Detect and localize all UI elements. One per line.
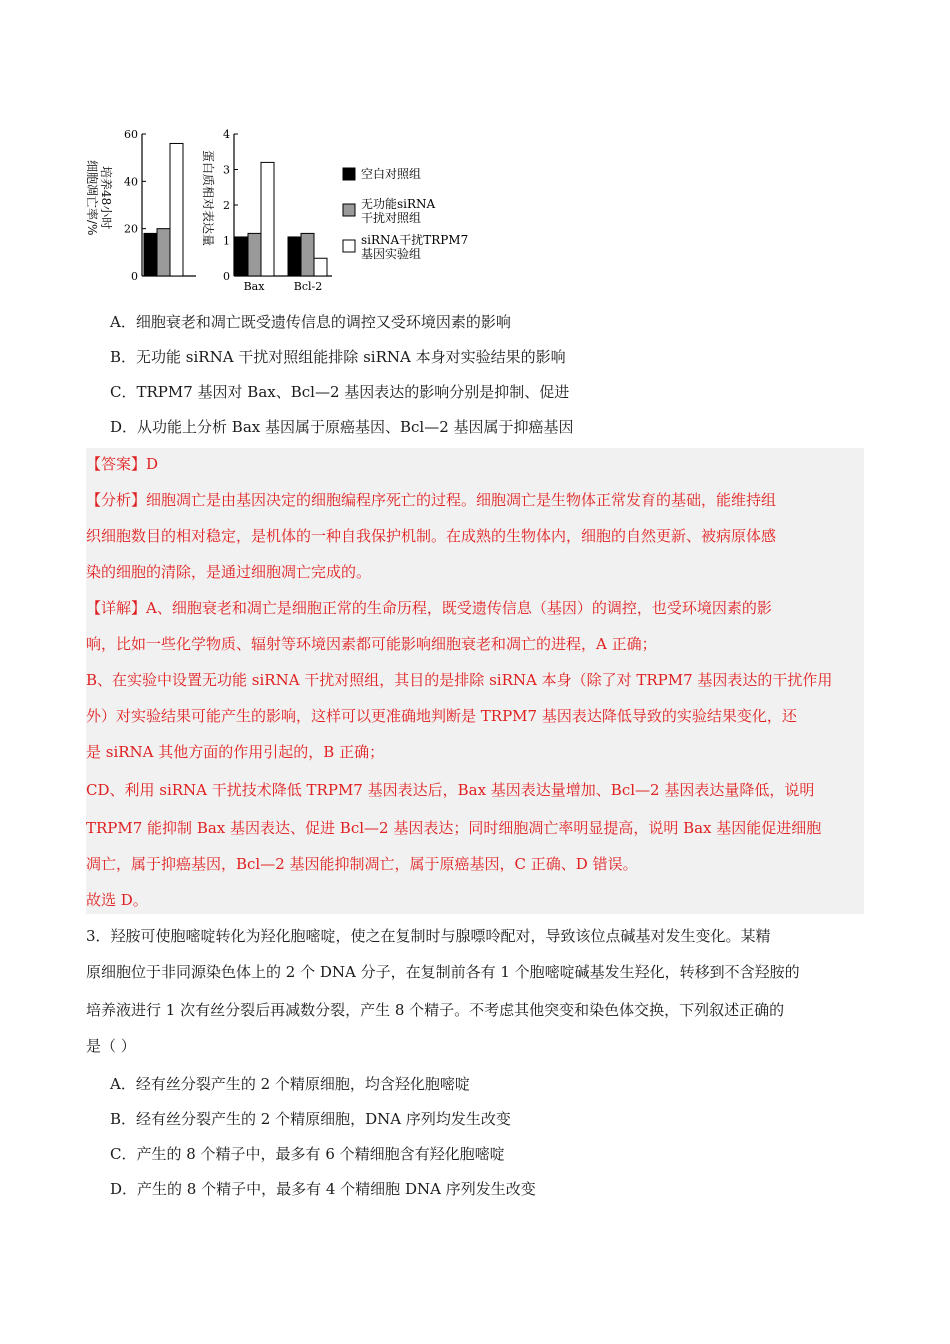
q2-option-c: C．TRPM7 基因对 Bax、Bcl—2 基因表达的影响分别是抑制、促进	[110, 383, 570, 401]
category-label-bax: Bax	[243, 280, 265, 293]
analysis-line: 染的细胞的清除，是通过细胞凋亡完成的。	[86, 563, 372, 581]
q3-stem-line: 原细胞位于非同源染色体上的 2 个 DNA 分子，在复制前各有 1 个胞嘧啶碱基发生羟化，转移到不含羟胺的	[86, 963, 800, 981]
right-chart-tick-label: 0	[223, 270, 230, 283]
left-chart-tick-label: 40	[124, 175, 138, 189]
right-chart-bar	[248, 233, 261, 276]
detail-line: 凋亡，属于抑癌基因，Bcl—2 基因能抑制凋亡，属于原癌基因，C 正确、D 错误。	[86, 855, 638, 873]
detail-line: 响，比如一些化学物质、辐射等环境因素都可能影响细胞衰老和凋亡的进程，A 正确；	[86, 635, 657, 653]
legend-label-experimental-line2: 基因实验组	[361, 247, 422, 261]
left-chart-tick-label: 0	[131, 270, 138, 283]
q3-option-a: A．经有丝分裂产生的 2 个精原细胞，均含羟化胞嘧啶	[110, 1075, 470, 1093]
detail-line: 【详解】A、细胞衰老和凋亡是细胞正常的生命历程，既受遗传信息（基因）的调控，也受环境因素的影	[86, 599, 772, 617]
right-chart-bar	[261, 162, 274, 276]
right-chart-bar	[288, 237, 301, 276]
detail-line: B、在实验中设置无功能 siRNA 干扰对照组，其目的是排除 siRNA 本身（除了对 TRPM7 基因表达的干扰作用	[86, 671, 833, 689]
left-chart-bar	[170, 143, 183, 276]
left-chart-ylabel-line2: 细胞凋亡率/%	[86, 160, 99, 236]
right-chart-bar	[314, 258, 327, 276]
left-chart-bar	[144, 233, 157, 276]
right-chart-tick-label: 4	[223, 128, 230, 141]
q3-stem-line: 3．羟胺可使胞嘧啶转化为羟化胞嘧啶，使之在复制时与腺嘌呤配对，导致该位点碱基对发生变化。某精	[86, 927, 771, 945]
right-chart-tick-label: 2	[223, 199, 230, 212]
legend-label-nonfunctional-line2: 干扰对照组	[361, 211, 422, 225]
legend-label-nonfunctional-line1: 无功能siRNA	[361, 197, 436, 211]
q2-option-b: B．无功能 siRNA 干扰对照组能排除 siRNA 本身对实验结果的影响	[110, 348, 566, 366]
detail-line: CD、利用 siRNA 干扰技术降低 TRPM7 基因表达后，Bax 基因表达量增加、Bcl—2 基因表达量降低，说明	[86, 781, 815, 799]
answer-line: 【答案】D	[86, 455, 159, 473]
analysis-line: 【分析】细胞凋亡是由基因决定的细胞编程序死亡的过程。细胞凋亡是生物体正常发育的基础，能维持组	[86, 491, 777, 509]
final-choice-line: 故选 D。	[86, 891, 148, 909]
q2-option-a: A．细胞衰老和凋亡既受遗传信息的调控又受环境因素的影响	[110, 313, 511, 331]
left-chart-tick-label: 20	[124, 222, 138, 236]
right-chart-bar	[235, 237, 248, 276]
detail-line: TRPM7 能抑制 Bax 基因表达、促进 Bcl—2 基因表达；同时细胞凋亡率明显提高，说明 Bax 基因能促进细胞	[86, 819, 822, 837]
left-chart-tick-label: 60	[124, 128, 138, 141]
q3-option-d: D．产生的 8 个精子中，最多有 4 个精细胞 DNA 序列发生改变	[110, 1180, 536, 1198]
right-chart-bar	[301, 233, 314, 276]
q2-option-d: D．从功能上分析 Bax 基因属于原癌基因、Bcl—2 基因属于抑癌基因	[110, 418, 574, 436]
bar-charts-figure	[86, 126, 506, 298]
q3-stem-line: 是（ ）	[86, 1037, 136, 1055]
category-label-bcl2: Bcl-2	[293, 280, 323, 293]
legend-label-blank: 空白对照组	[361, 167, 422, 181]
legend-label-experimental-line1: siRNA干扰TRPM7	[361, 233, 469, 247]
figure	[86, 126, 506, 298]
left-chart-ylabel-line1: 培养48小时	[99, 166, 113, 230]
right-chart-bars	[235, 162, 327, 276]
right-chart-tick-label: 3	[223, 163, 230, 177]
detail-line: 外）对实验结果可能产生的影响，这样可以更准确地判断是 TRPM7 基因表达降低导致的实验结果变化，还	[86, 707, 797, 725]
left-chart-bar	[157, 229, 170, 276]
legend-swatch-experimental	[343, 240, 355, 252]
right-chart-ylabel: 蛋白质相对表达量	[201, 150, 215, 247]
analysis-line: 织细胞数目的相对稳定，是机体的一种自我保护机制。在成熟的生物体内，细胞的自然更新、被病原体感	[86, 527, 777, 545]
legend-swatch-blank	[343, 168, 355, 180]
detail-line: 是 siRNA 其他方面的作用引起的，B 正确；	[86, 743, 385, 761]
left-chart-ticks	[124, 128, 146, 283]
q3-option-b: B．经有丝分裂产生的 2 个精原细胞，DNA 序列均发生改变	[110, 1110, 511, 1128]
legend-swatch-nonfunctional	[343, 204, 355, 216]
q3-option-c: C．产生的 8 个精子中，最多有 6 个精细胞含有羟化胞嘧啶	[110, 1145, 505, 1163]
q3-stem-line: 培养液进行 1 次有丝分裂后再减数分裂，产生 8 个精子。不考虑其他突变和染色体交换，下列叙述正确的	[86, 1001, 785, 1019]
left-chart-bars	[144, 143, 183, 276]
right-chart-tick-label: 1	[223, 234, 230, 248]
